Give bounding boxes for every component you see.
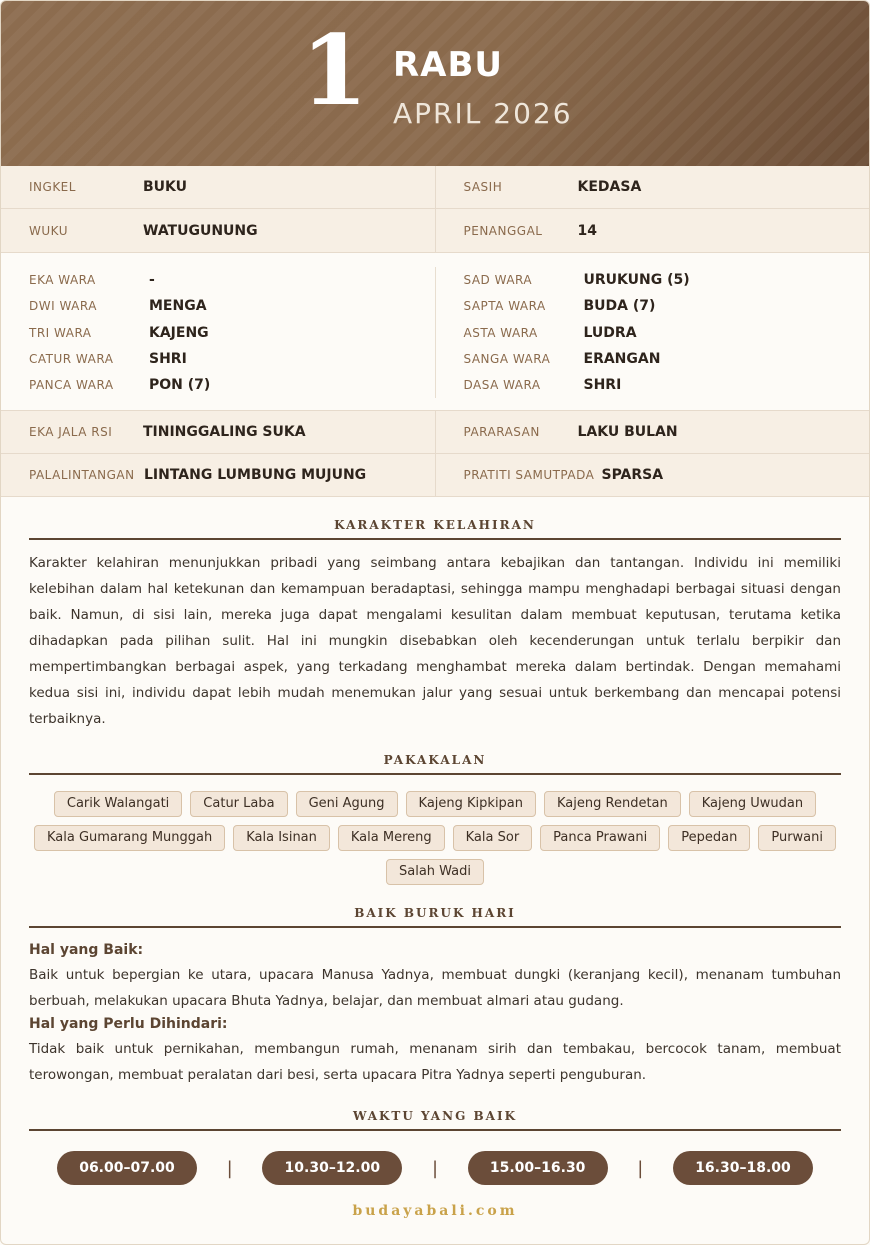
karakter-section-title: KARAKTER KELAHIRAN [29, 497, 841, 540]
info-label: SASIH [463, 180, 503, 194]
wara-value: - [149, 272, 155, 289]
info-label: EKA JALA RSI [29, 425, 113, 440]
day-name: RABU [393, 45, 504, 85]
wara-row [464, 267, 870, 293]
wara-label: DWI WARA [29, 299, 97, 314]
wara-value: BUDA (7) [583, 298, 656, 315]
pakakalan-tag: Carik Walangati [54, 791, 182, 817]
info-value: BUKU [143, 179, 188, 195]
wara-row [464, 293, 870, 319]
info-value: TININGGALING SUKA [143, 424, 306, 441]
wara-grid [1, 253, 869, 411]
karakter-text: Karakter kelahiran menunjukkan pribadi yang seimbang antara kebajikan dan tantangan. Individu ini memiliki kelebihan dalam hal ketekunan dan kemampuan beradaptasi, sehingga mampu menghadapi berbagai situasi dengan baik. Namun, di sisi lain, mereka juga dapat mengalami kesulitan dalam membuat keputusan, terutama ketika dihadapkan pada pilihan sulit. Hal ini mungkin disebabkan oleh kecenderungan untuk terlalu berpikir dan mempertimbangkan berbagai aspek, yang terkadang menghambat mereka dalam bertindak. Dengan memahami kedua sisi ini, individu dapat lebih mudah menemukan jalur yang sesuai untuk berkembang dan mencapai potensi terbaiknya. [29, 555, 841, 728]
info-value: SPARSA [601, 467, 664, 484]
wara-row [464, 320, 870, 346]
wara-value: ERANGAN [583, 351, 661, 368]
pakakalan-tag: Kajeng Rendetan [544, 791, 681, 817]
wara-value: URUKUNG (5) [583, 272, 690, 289]
pakakalan-tag: Kala Gumarang Munggah [34, 825, 225, 851]
info-label: PRATITI SAMUTPADA [463, 468, 595, 483]
info-label: PARARASAN [463, 425, 540, 440]
wara-row [29, 372, 435, 398]
wara-row [29, 320, 435, 346]
pakakalan-tag: Catur Laba [190, 791, 287, 817]
info-cell-eka-jala-rsi [1, 411, 435, 453]
wara-value: LUDRA [583, 324, 637, 341]
good-heading: Hal yang Baik: [29, 942, 144, 959]
time-separator: | [637, 1157, 644, 1179]
time-slot: 06.00–07.00 [57, 1151, 197, 1185]
wara-label: SAPTA WARA [463, 299, 546, 314]
wara-label: TRI WARA [29, 325, 92, 340]
pakakalan-tag: Kala Isinan [233, 825, 330, 851]
pakakalan-section-title: PAKAKALAN [29, 732, 841, 775]
time-separator: | [431, 1157, 439, 1179]
info-value: 14 [577, 222, 597, 239]
wara-label: EKA WARA [29, 273, 96, 288]
wara-row [464, 372, 870, 398]
pakakalan-tag: Salah Wadi [386, 859, 484, 885]
pakakalan-tag: Kajeng Uwudan [689, 791, 816, 817]
info-value: WATUGUNUNG [143, 222, 258, 239]
wara-row [464, 346, 870, 372]
wara-value: PON (7) [149, 377, 211, 394]
info-cell-wuku [1, 209, 435, 252]
avoid-heading: Hal yang Perlu Dihindari: [29, 1016, 228, 1033]
wara-right-column [435, 267, 870, 398]
wara-value: MENGA [149, 298, 207, 315]
pakakalan-tag: Kala Mereng [338, 825, 445, 851]
info-value: LAKU BULAN [577, 424, 678, 441]
pakakalan-tag: Kajeng Kipkipan [406, 791, 536, 817]
wara-left-column [1, 267, 435, 398]
info-cell-palalintangan [1, 454, 435, 496]
good-times-row [57, 1151, 813, 1185]
waktu-section-title: WAKTU YANG BAIK [29, 1088, 841, 1131]
pakakalan-tag: Geni Agung [296, 791, 398, 817]
pakakalan-tag-list [29, 791, 841, 885]
wara-label: SAD WARA [463, 273, 533, 288]
time-slot: 16.30–18.00 [673, 1151, 813, 1185]
info-cell-penanggal [435, 209, 870, 252]
info-cell-sasih [435, 166, 870, 208]
info-label: PALALINTANGAN [29, 468, 135, 483]
info-row-ingkel [1, 166, 869, 209]
info-row-palalintangan [1, 454, 869, 497]
info-label: INGKEL [29, 180, 76, 194]
wara-row [29, 346, 435, 372]
wara-label: ASTA WARA [463, 325, 538, 340]
info-value: KEDASA [577, 179, 642, 195]
site-footer[interactable]: budayabali.com [352, 1203, 518, 1220]
wara-row [29, 293, 435, 319]
info-label: PENANGGAL [463, 223, 543, 238]
baik-buruk-section-title: BAIK BURUK HARI [29, 885, 841, 928]
info-row-eka-jala-rsi [1, 411, 869, 454]
wara-label: SANGA WARA [463, 352, 551, 367]
time-separator: | [226, 1157, 233, 1179]
pakakalan-tag: Purwani [758, 825, 836, 851]
month-year: APRIL 2026 [393, 97, 573, 130]
wara-label: PANCA WARA [29, 378, 114, 393]
wara-row [29, 267, 435, 293]
day-number: 1 [301, 14, 368, 127]
pakakalan-tag: Kala Sor [453, 825, 533, 851]
info-label: WUKU [29, 223, 68, 238]
info-cell-pararasan [435, 411, 870, 453]
wara-value: KAJENG [149, 324, 209, 341]
good-text: Baik untuk bepergian ke utara, upacara Manusa Yadnya, membuat dungki (keranjang kecil), menanam tumbuhan berbuah, melakukan upacara Bhuta Yadnya, belajar, dan membuat almari atau gudang. [29, 967, 841, 1010]
time-slot: 10.30–12.00 [262, 1151, 402, 1185]
avoid-text: Tidak baik untuk pernikahan, membangun rumah, menanam sirih dan tembakau, bercocok tanam, membuat terowongan, membuat peralatan dari besi, serta upacara Pitra Yadnya seperti penguburan. [29, 1041, 841, 1084]
wara-value: SHRI [583, 377, 622, 394]
info-cell-pratiti-samutpada [435, 454, 870, 496]
info-value: LINTANG LUMBUNG MUJUNG [144, 467, 367, 484]
info-cell-ingkel [1, 166, 435, 208]
wara-label: CATUR WARA [29, 352, 114, 367]
wara-value: SHRI [149, 351, 187, 368]
pakakalan-tag: Pepedan [668, 825, 750, 851]
date-header [1, 1, 869, 166]
wara-label: DASA WARA [463, 378, 541, 393]
time-slot: 15.00–16.30 [468, 1151, 608, 1185]
info-row-wuku [1, 209, 869, 253]
pakakalan-tag: Panca Prawani [540, 825, 660, 851]
